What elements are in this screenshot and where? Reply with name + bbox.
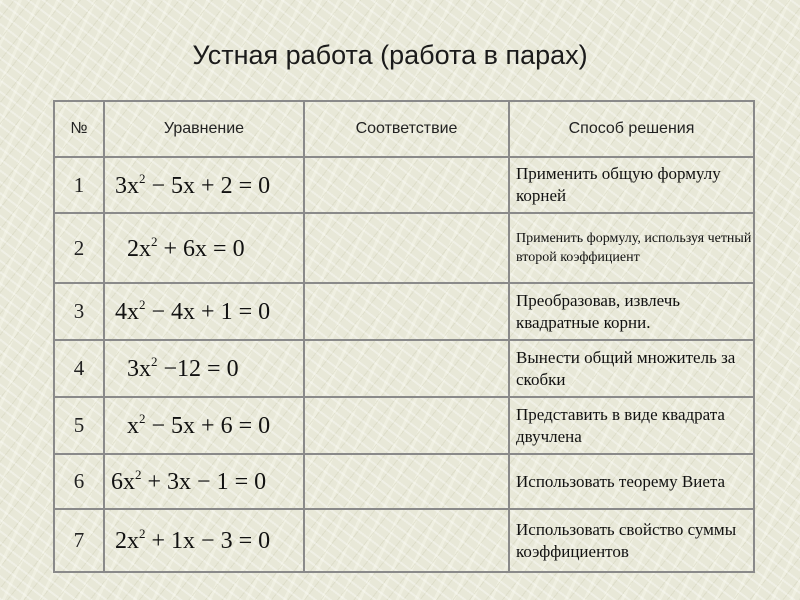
method-cell: Представить в виде квадрата двучлена [509,397,754,454]
table-row [54,213,754,283]
row-number: 2 [54,213,104,283]
header-equation: Уравнение [104,101,304,157]
correspondence-cell[interactable] [304,213,509,283]
equation-cell: $3x^2 - 5x + 2 = 0$ [104,157,304,213]
header-number: № [54,101,104,157]
table-row [54,157,754,213]
table-row [54,509,754,572]
correspondence-cell[interactable] [304,157,509,213]
row-number: 5 [54,397,104,454]
method-cell: Применить общую формулу корней [509,157,754,213]
equation-cell: $3x^2 -12 = 0$ [104,340,304,397]
row-number: 7 [54,509,104,572]
equation-cell: $6x^2 + 3x - 1 = 0$ [104,454,304,509]
table-row [54,397,754,454]
slide-title: Устная работа (работа в парах) [192,40,588,70]
table-row [54,283,754,340]
table-row [54,454,754,509]
method-cell: Использовать теорему Виета [509,454,754,509]
table-header-row [54,101,754,157]
correspondence-cell[interactable] [304,340,509,397]
method-cell: Преобразовав, извлечь квадратные корни. [509,283,754,340]
row-number: 1 [54,157,104,213]
correspondence-cell[interactable] [304,509,509,572]
equation-cell: $2x^2 + 6x = 0$ [104,213,304,283]
method-cell: Вынести общий множитель за скобки [509,340,754,397]
correspondence-cell[interactable] [304,397,509,454]
row-number: 3 [54,283,104,340]
header-correspondence: Соответствие [304,101,509,157]
equation-cell: $x^2 - 5x + 6 = 0$ [104,397,304,454]
correspondence-cell[interactable] [304,454,509,509]
table-row [54,340,754,397]
equation-cell: $2x^2 + 1x - 3 = 0$ [104,509,304,572]
row-number: 4 [54,340,104,397]
method-cell: Использовать свойство суммы коэффициентов [509,509,754,572]
equation-cell: $4x^2 - 4x + 1 = 0$ [104,283,304,340]
correspondence-cell[interactable] [304,283,509,340]
header-method: Способ решения [509,101,754,157]
row-number: 6 [54,454,104,509]
method-cell: Применить формулу, используя четный второй коэффициент [509,213,754,283]
equations-table [53,100,755,573]
